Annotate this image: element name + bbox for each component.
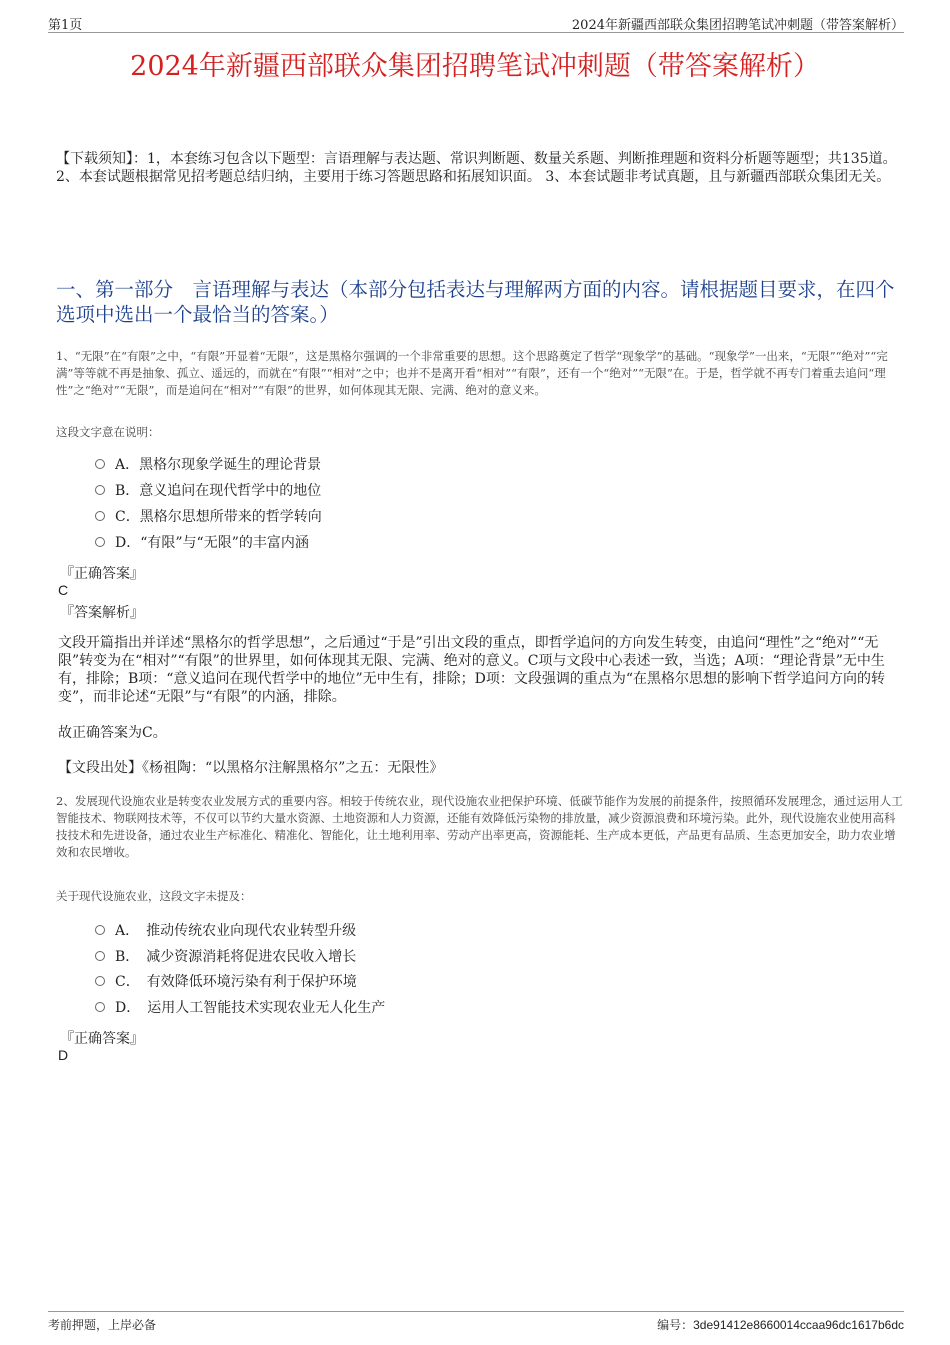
option-label: C．黑格尔思想所带来的哲学转向	[115, 509, 322, 525]
q1-answer: C	[58, 582, 69, 598]
radio-icon[interactable]	[95, 485, 105, 495]
q2-option-c[interactable]	[95, 972, 357, 992]
footer-code-label: 编号：	[657, 1318, 694, 1332]
page-number: 第1页	[48, 18, 83, 33]
q1-analysis: 文段开篇指出并详述“黑格尔的哲学思想”，之后通过“于是”引出文段的重点，即哲学追问的方向发生转变，由追问“理性”之“绝对”“无限”转变为在“相对”“有限”的世界里，如何体现其无限、完满、绝对的意义。C项与文段中心表述一致，当选；A项：“理论背景”无中生有，排除；B项：“意义追问在现代哲学中的地位”无中生有，排除；D项：文段强调的重点为“在黑格尔思想的影响下哲学追问方向的转变”，而非论述“无限”与“有限”的内涵，排除。	[58, 635, 885, 705]
q1-option-a[interactable]	[95, 455, 321, 475]
option-label: D．“有限”与“无限”的丰富内涵	[115, 535, 309, 551]
option-label: D． 运用人工智能技术实现农业无人化生产	[115, 1000, 386, 1016]
footer-code-value: 3de91412e8660014ccaa96dc1617b6dc	[693, 1318, 904, 1332]
page-footer	[48, 1311, 904, 1332]
option-label: A．黑格尔现象学诞生的理论背景	[115, 457, 322, 473]
q1-source: 【文段出处】《杨祖陶：“以黑格尔注解黑格尔”之五：无限性》	[58, 760, 444, 776]
radio-icon[interactable]	[95, 976, 105, 986]
option-label: B．意义追问在现代哲学中的地位	[115, 483, 322, 499]
question-1-text: 1、“无限”在“有限”之中，“有限”开显着“无限”，这是黑格尔强调的一个非常重要的思想。这个思路奠定了哲学“现象学”的基础。“现象学”一出来，“无限”“绝对”“完满”等等就不再是抽象、孤立、遥远的，而就在“有限”“相对”之中；也并不是离开看“相对”“有限”，还有一个“绝对”“无限”在。于是，哲学就不再专门着重去追问“理性”之“绝对”“无限”，而是追问在“相对”“有限”的世界，如何体现其无限、完满、绝对的意义来。	[56, 349, 888, 397]
question-2-text: 2、发展现代设施农业是转变农业发展方式的重要内容。相较于传统农业，现代设施农业把保护环境、低碳节能作为发展的前提条件，按照循环发展理念，通过运用人工智能技术、物联网技术等，不仅可以节约大量水资源、土地资源和人力资源，还能有效降低污染物的排放量，减少资源浪费和环境污染。此外，现代设施农业使用高科技技术和先进设备，通过农业生产标准化、精准化、智能化，让土地利用率、劳动产出率更高，资源能耗、生产成本更低，产品更有品质、生态更加安全，助力农业增效和农民增收。	[56, 794, 903, 859]
question-2-prompt: 关于现代设施农业，这段文字未提及：	[56, 889, 252, 903]
section-heading: 一、第一部分 言语理解与表达（本部分包括表达与理解两方面的内容。请根据题目要求，在四个选项中选出一个最恰当的答案。）	[56, 278, 895, 326]
q1-option-c[interactable]	[95, 507, 322, 527]
q2-option-d[interactable]	[95, 998, 385, 1018]
option-label: A． 推动传统农业向现代农业转型升级	[115, 923, 357, 939]
question-1-prompt: 这段文字意在说明：	[56, 425, 160, 439]
q1-answer-label: 『正确答案』	[60, 566, 144, 582]
radio-icon[interactable]	[95, 511, 105, 521]
radio-icon[interactable]	[95, 925, 105, 935]
q1-conclusion: 故正确答案为C。	[58, 725, 167, 741]
q2-option-a[interactable]	[95, 921, 356, 941]
q2-option-b[interactable]	[95, 947, 356, 967]
header-doc-title: 2024年新疆西部联众集团招聘笔试冲刺题（带答案解析）	[571, 18, 904, 33]
page-header	[48, 14, 904, 33]
footer-code	[657, 1316, 904, 1333]
option-label: C． 有效降低环境污染有利于保护环境	[115, 974, 357, 990]
radio-icon[interactable]	[95, 1002, 105, 1012]
radio-icon[interactable]	[95, 951, 105, 961]
q1-option-b[interactable]	[95, 481, 321, 501]
radio-icon[interactable]	[95, 537, 105, 547]
footer-slogan: 考前押题，上岸必备	[48, 1318, 157, 1332]
q2-answer: D	[58, 1047, 69, 1063]
option-label: B． 减少资源消耗将促进农民收入增长	[115, 949, 357, 965]
q1-analysis-label: 『答案解析』	[60, 605, 144, 621]
q1-option-d[interactable]	[95, 533, 309, 553]
radio-icon[interactable]	[95, 459, 105, 469]
q2-answer-label: 『正确答案』	[60, 1031, 144, 1047]
download-notice: 【下载须知】：1，本套练习包含以下题型：言语理解与表达题、常识判断题、数量关系题、判断推理题和资料分析题等题型；共135道。 2、本套试题根据常见招考题总结归纳，主要用于练习答题思路和拓展知识面。 3、本套试题非考试真题，且与新疆西部联众集团无关。	[56, 151, 897, 185]
page-title: 2024年新疆西部联众集团招聘笔试冲刺题（带答案解析）	[130, 51, 820, 82]
